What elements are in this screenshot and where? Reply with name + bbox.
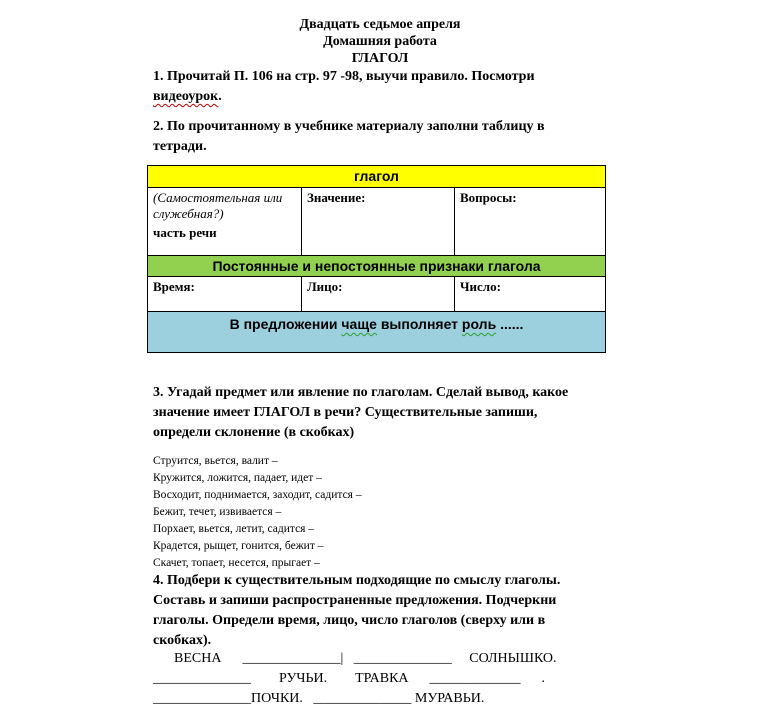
band-role-word2: роль bbox=[461, 316, 497, 332]
task3-line3: определи склонение (в скобках) bbox=[153, 425, 355, 440]
task2-line2: тетради. bbox=[153, 139, 207, 154]
list-item: Порхает, вьется, летит, садится – bbox=[153, 523, 315, 535]
band-role-mid: выполняет bbox=[376, 316, 462, 332]
list-item: Струится, вьется, валит – bbox=[153, 455, 278, 467]
list-item: Кружится, ложится, падает, идет – bbox=[153, 472, 322, 484]
band-role-word: чаще bbox=[341, 316, 377, 332]
table-band-signs: Постоянные и непостоянные признаки глагола bbox=[148, 256, 605, 276]
list-item: Крадется, рыщет, гонится, бежит – bbox=[153, 540, 324, 552]
fill-row-2: ______________ РУЧЬИ. ТРАВКА _____________ . bbox=[153, 671, 546, 686]
header-topic: ГЛАГОЛ bbox=[351, 51, 409, 66]
task3-line2: значение имеет ГЛАГОЛ в речи? Существительные запиши, bbox=[153, 405, 538, 420]
task2-line1: 2. По прочитанному в учебнике материалу заполни таблицу в bbox=[153, 119, 545, 134]
table-cell-questions: Вопросы: bbox=[460, 190, 517, 205]
table-cell-part-italic: (Самостоятельная или служебная?) bbox=[153, 190, 283, 221]
task1-videourok: видеоурок bbox=[153, 89, 219, 104]
task1-line2 bbox=[153, 87, 222, 107]
task4-line3: глаголы. Определи время, лицо, число глаголов (сверху или в bbox=[153, 613, 546, 628]
band-role-end: ...... bbox=[496, 316, 524, 332]
table-cell-person: Лицо: bbox=[307, 279, 343, 294]
riddle-word-list bbox=[153, 453, 362, 572]
task4-line2: Составь и запиши распространенные предложения. Подчеркни bbox=[153, 593, 557, 608]
task4-line1: 4. Подбери к существительным подходящие по смыслу глаголы. bbox=[153, 573, 561, 588]
verb-table bbox=[147, 165, 606, 353]
fill-row-1: ВЕСНА ______________| ______________ СОЛНЫШКО. bbox=[153, 651, 557, 666]
table-band-role bbox=[148, 312, 605, 352]
table-title: глагол bbox=[148, 166, 605, 187]
task4-line4: скобках). bbox=[153, 633, 212, 648]
task1-line2-end: . bbox=[218, 89, 222, 104]
band-role-pre: В предложении bbox=[229, 316, 342, 332]
task1-line1: 1. Прочитай П. 106 на стр. 97 -98, выучи правило. Посмотри bbox=[153, 69, 535, 84]
task3-line1: 3. Угадай предмет или явление по глаголам. Сделай вывод, какое bbox=[153, 385, 569, 400]
table-cell-number: Число: bbox=[460, 279, 501, 294]
list-item: Бежит, течет, извивается – bbox=[153, 506, 282, 518]
table-cell-part-bold: часть речи bbox=[153, 225, 217, 240]
table-cell-part bbox=[148, 188, 301, 255]
table-cell-time: Время: bbox=[153, 279, 195, 294]
list-item: Скачет, топает, несется, прыгает – bbox=[153, 557, 320, 569]
fill-row-3: ______________ПОЧКИ. ______________ МУРАВЬИ. bbox=[153, 691, 485, 706]
table-cell-meaning: Значение: bbox=[307, 190, 366, 205]
header-homework: Домашняя работа bbox=[323, 34, 437, 49]
list-item: Восходит, поднимается, заходит, садится – bbox=[153, 489, 362, 501]
header-date: Двадцать седьмое апреля bbox=[299, 17, 461, 32]
